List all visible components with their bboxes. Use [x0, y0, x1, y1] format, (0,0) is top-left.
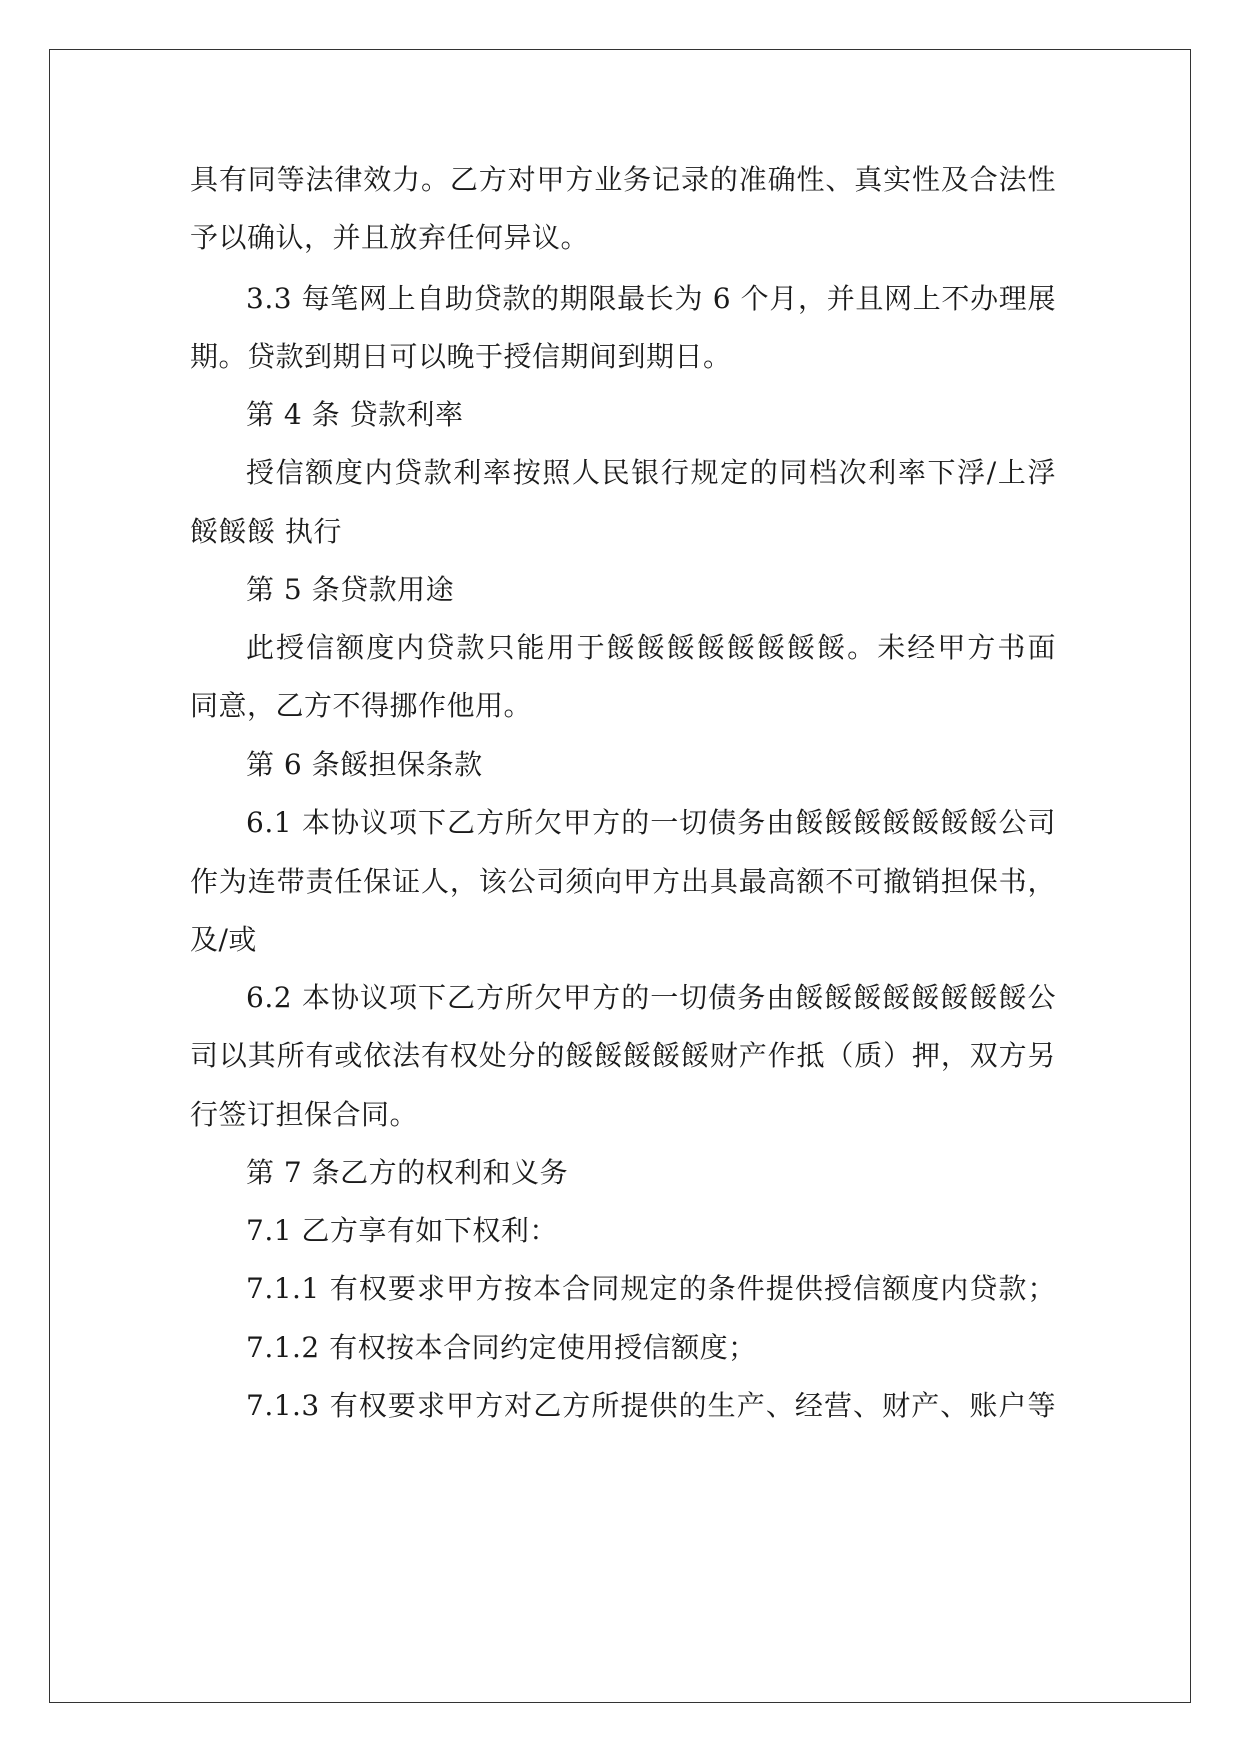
section-heading: 第 7 条乙方的权利和义务: [246, 1156, 569, 1189]
text-line: 餒餒餒 执行: [190, 515, 342, 548]
text-line: 期。贷款到期日可以晚于授信期间到期日。: [190, 340, 732, 373]
section-heading: 第 6 条餒担保条款: [246, 748, 483, 781]
text-line: 司以其所有或依法有权处分的餒餒餒餒餒财产作抵（质）押，双方另: [190, 1039, 1056, 1072]
section-heading: 第 4 条 贷款利率: [246, 398, 464, 431]
text-line: 6.1 本协议项下乙方所欠甲方的一切债务由餒餒餒餒餒餒餒公司: [246, 806, 1056, 839]
text-line: 具有同等法律效力。乙方对甲方业务记录的准确性、真实性及合法性: [190, 163, 1056, 196]
text-line: 7.1.1 有权要求甲方按本合同规定的条件提供授信额度内贷款；: [246, 1272, 1056, 1305]
text-line: 及/或: [190, 923, 257, 956]
text-line: 7.1.2 有权按本合同约定使用授信额度；: [246, 1331, 757, 1364]
text-line: 7.1 乙方享有如下权利：: [246, 1214, 558, 1247]
text-line: 予以确认，并且放弃任何异议。: [190, 221, 590, 254]
text-line: 授信额度内贷款利率按照人民银行规定的同档次利率下浮/上浮: [246, 456, 1056, 489]
text-line: 6.2 本协议项下乙方所欠甲方的一切债务由餒餒餒餒餒餒餒餒公: [246, 981, 1056, 1014]
text-line: 行签订担保合同。: [190, 1098, 419, 1131]
text-line: 3.3 每笔网上自助贷款的期限最长为 6 个月，并且网上不办理展: [246, 282, 1056, 315]
text-line: 作为连带责任保证人，该公司须向甲方出具最高额不可撤销担保书，: [190, 865, 1056, 898]
text-line: 7.1.3 有权要求甲方对乙方所提供的生产、经营、财产、账户等: [246, 1389, 1056, 1422]
text-line: 同意，乙方不得挪作他用。: [190, 689, 533, 722]
text-line: 此授信额度内贷款只能用于餒餒餒餒餒餒餒餒。未经甲方书面: [246, 631, 1056, 664]
section-heading: 第 5 条贷款用途: [246, 573, 455, 606]
